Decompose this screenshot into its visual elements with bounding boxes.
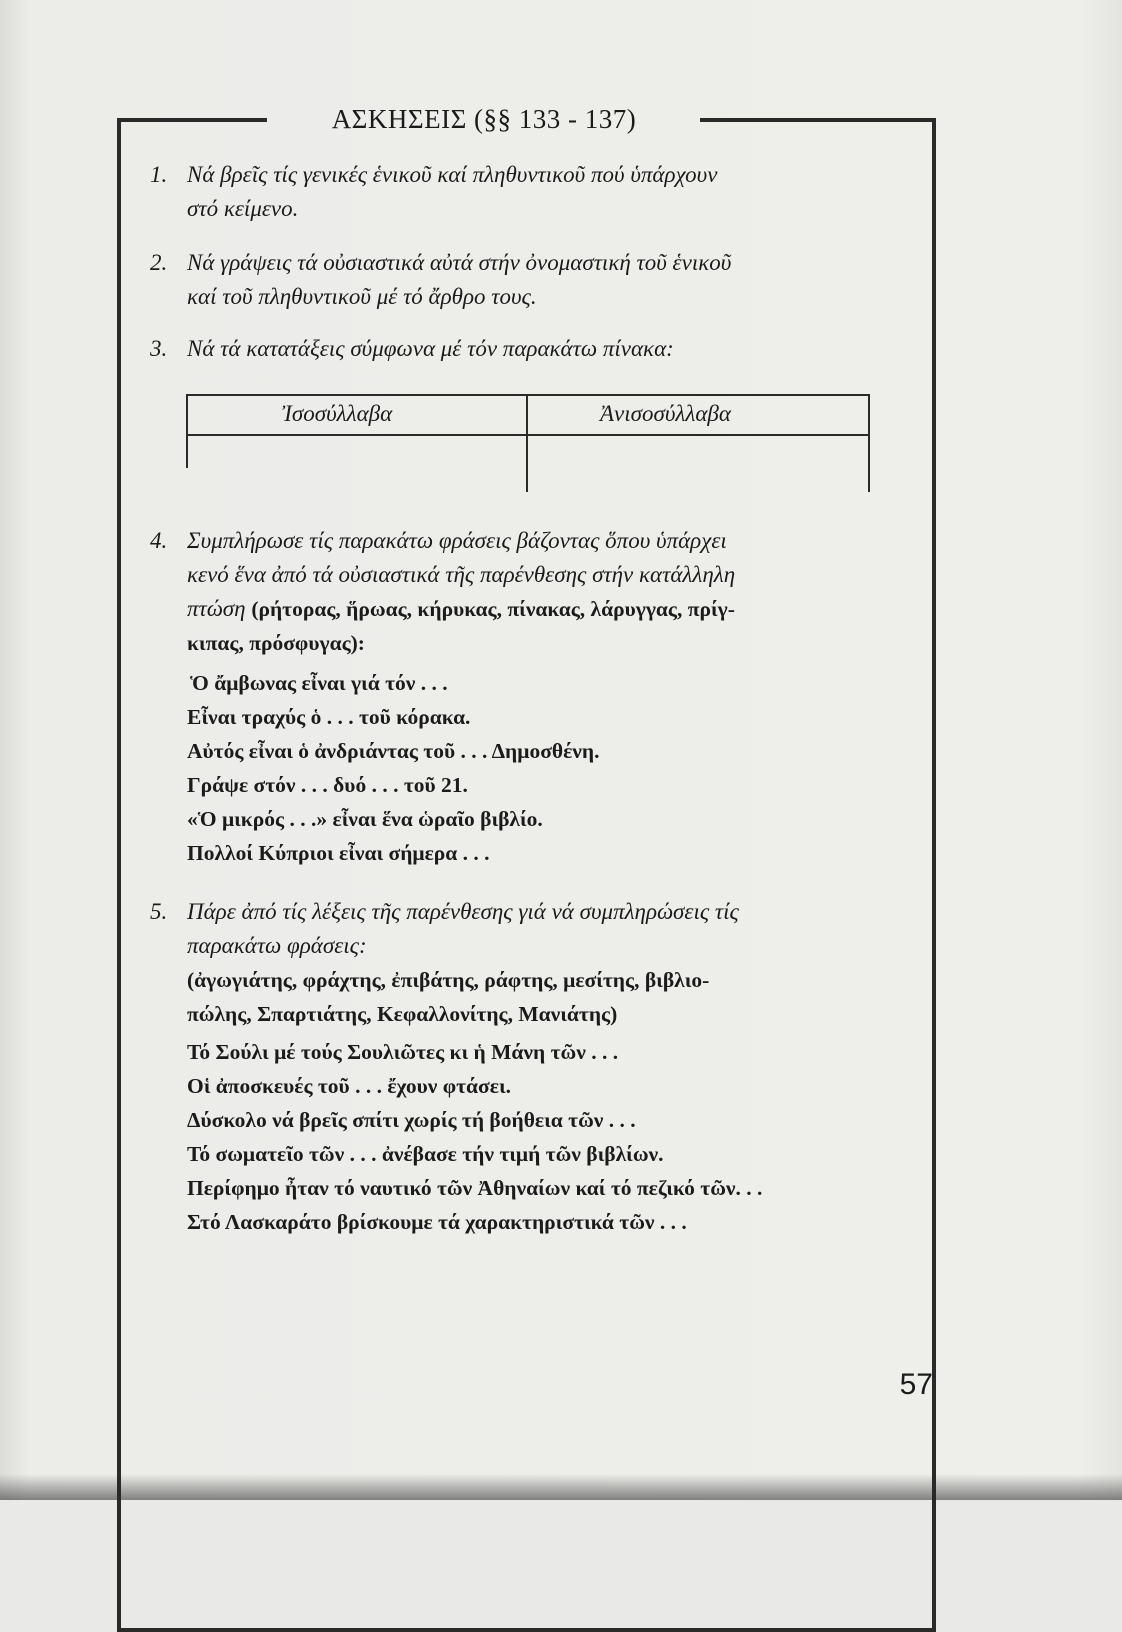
exercise-1	[150, 158, 920, 226]
exercise-4-word-list-2: κιπας, πρόσφυγας):	[187, 631, 365, 655]
exercise-5-line-2: παρακάτω φράσεις:	[187, 933, 367, 958]
exercise-4-line-2: κενό ἕνα ἀπό τά οὐσιαστικά τῆς παρένθεσης στήν κατάλληλη	[187, 562, 736, 587]
exercise-4-sentence: Πολλοί Κύπριοι εἶναι σήμερα . . .	[187, 841, 490, 865]
exercise-1-line-1: Νά βρεῖς τίς γενικές ἑνικοῦ καί πληθυντικοῦ πού ὑπάρχουν	[187, 162, 718, 187]
table-left-border	[186, 394, 188, 468]
exercise-4-line-1: Συμπλήρωσε τίς παρακάτω φράσεις βάζοντας ὅπου ὑπάρχει	[187, 528, 727, 553]
exercise-5-sentence: Τό σωματεῖο τῶν . . . ἀνέβασε τήν τιμή τῶν βιβλίων.	[187, 1142, 664, 1166]
table-header-divider	[186, 434, 870, 436]
exercise-5-number: 5.	[150, 899, 168, 924]
frame-right	[932, 118, 936, 1632]
exercise-5-word-list-1: (ἀγωγιάτης, φράχτης, ἐπιβάτης, ράφτης, μεσίτης, βιβλιο-	[187, 968, 710, 992]
exercise-4-number: 4.	[150, 528, 168, 553]
exercise-3-line-1: Νά τά κατατάξεις σύμφωνα μέ τόν παρακάτω πίνακα:	[187, 336, 674, 361]
exercise-4-line-3-italic: πτώση	[187, 596, 246, 621]
exercise-2-line-1: Νά γράψεις τά οὐσιαστικά αὐτά στήν ὀνομαστική τοῦ ἑνικοῦ	[187, 250, 732, 275]
exercise-5-sentence: Περίφημο ἦταν τό ναυτικό τῶν Ἀθηναίων καί τό πεζικό τῶν. . .	[187, 1176, 763, 1200]
exercise-3-number: 3.	[150, 336, 168, 361]
exercise-1-line-2: στό κείμενο.	[187, 196, 299, 221]
exercise-4-sentence: Γράψε στόν . . . δυό . . . τοῦ 21.	[187, 773, 468, 797]
page-number: 57	[899, 1368, 933, 1401]
frame-bottom	[117, 1628, 936, 1632]
table-middle-border	[526, 394, 528, 492]
exercise-5-sentence: Δύσκολο νά βρεῖς σπίτι χωρίς τή βοήθεια τῶν . . .	[187, 1108, 636, 1132]
exercise-4-sentence: «Ὁ μικρός . . .» εἶναι ἕνα ὡραῖο βιβλίο.	[187, 807, 543, 831]
table-top-border	[186, 394, 870, 396]
table-header-anisosyllaba: Ἀνισοσύλλαβα	[600, 401, 731, 426]
bottom-edge-shadow	[0, 1474, 1122, 1500]
exercise-5-line-1: Πάρε ἀπό τίς λέξεις τῆς παρένθεσης γιά νά συμπληρώσεις τίς	[187, 899, 739, 924]
exercise-4-sentence: Αὐτός εἶναι ὁ ἀνδριάντας τοῦ . . . Δημοσθένη.	[187, 739, 600, 763]
frame-left	[117, 118, 121, 1632]
exercise-5-sentence: Οἱ ἀποσκευές τοῦ . . . ἔχουν φτάσει.	[187, 1074, 511, 1098]
exercise-2-number: 2.	[150, 250, 168, 275]
exercise-5-sentence: Στό Λασκαράτο βρίσκουμε τά χαρακτηριστικά τῶν . . .	[187, 1210, 687, 1234]
exercise-4-line-3	[150, 592, 920, 626]
exercise-4-word-list-1: (ρήτορας, ἥρωας, κήρυκας, πίνακας, λάρυγγας, πρίγ-	[251, 597, 735, 621]
exercise-2	[150, 246, 920, 314]
exercise-4-sentence: Εἶναι τραχύς ὁ . . . τοῦ κόρακα.	[187, 705, 471, 729]
frame-top-right	[700, 118, 936, 122]
exercise-4	[150, 524, 920, 870]
table-header-isosyllaba: Ἰσοσύλλαβα	[282, 401, 393, 426]
syllable-table	[186, 394, 870, 492]
frame-top-left	[117, 118, 267, 122]
exercise-5-sentence: Τό Σούλι μέ τούς Σουλιῶτες κι ἡ Μάνη τῶν . . .	[187, 1040, 619, 1064]
exercise-1-number: 1.	[150, 162, 168, 187]
exercise-2-line-2: καί τοῦ πληθυντικοῦ μέ τό ἄρθρο τους.	[187, 284, 537, 309]
exercise-4-sentence: Ὁ ἄμβωνας εἶναι γιά τόν . . .	[190, 671, 448, 695]
table-right-border	[868, 394, 870, 492]
exercise-title: ΑΣΚΗΣΕΙΣ (§§ 133 - 137)	[331, 104, 637, 134]
exercise-5-word-list-2: πώλης, Σπαρτιάτης, Κεφαλλονίτης, Μανιάτης)	[187, 1002, 618, 1026]
exercise-3	[150, 332, 920, 366]
exercise-5	[150, 895, 920, 1239]
